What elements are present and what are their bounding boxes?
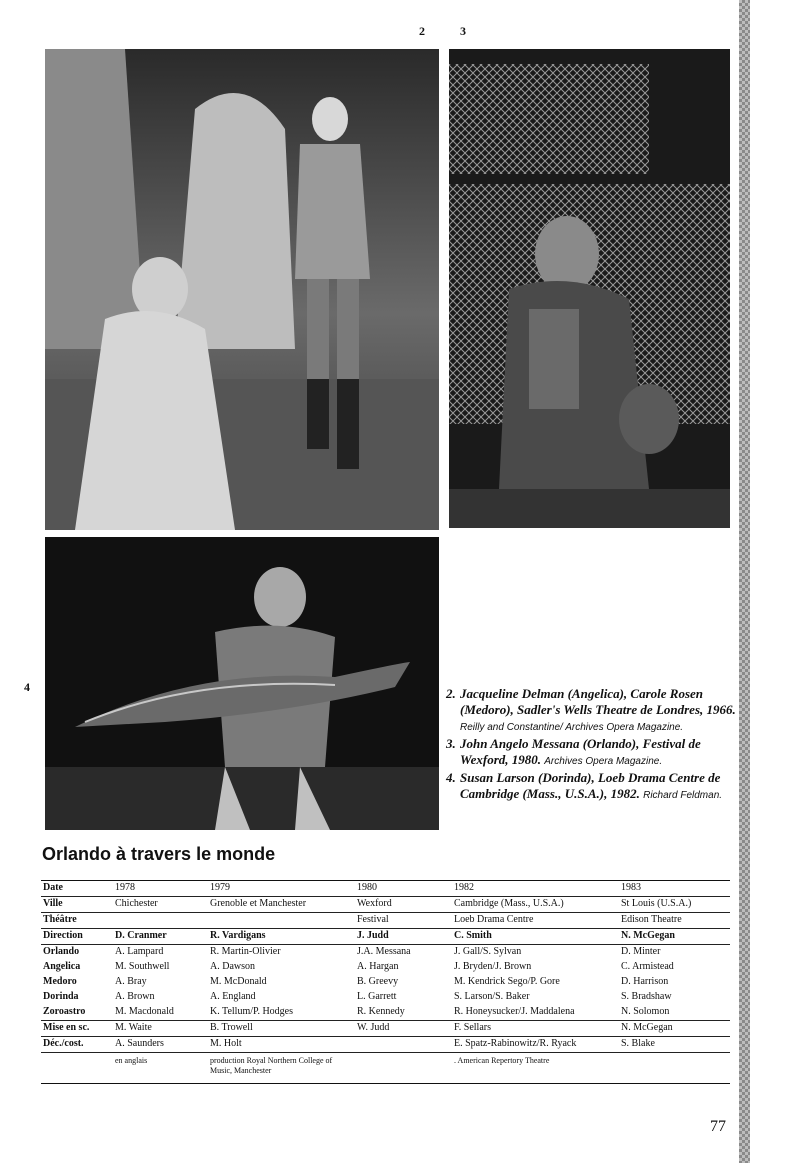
row-label: Dorinda: [43, 991, 79, 1002]
page-number: 77: [710, 1118, 726, 1135]
section-title: Orlando à travers le monde: [42, 844, 276, 864]
row-label: Angelica: [43, 961, 81, 972]
caption-number: 2.: [446, 686, 456, 701]
table-row: [41, 1005, 730, 1021]
figure-label-2: 2: [419, 24, 425, 38]
table-cell: Wexford: [355, 897, 452, 913]
table-cell: M. Holt: [208, 1037, 355, 1053]
table-cell: Chichester: [113, 897, 208, 913]
row-label: Théâtre: [41, 913, 113, 929]
table-cell: M. Kendrick Sego/P. Gore: [454, 976, 560, 987]
figure-label-3: 3: [460, 24, 466, 38]
table-cell: [208, 913, 355, 929]
table-cell: M. Macdonald: [115, 1006, 174, 1017]
table-cell: Festival: [355, 913, 452, 929]
table-cell: A. Lampard: [113, 945, 208, 961]
caption-number: 4.: [446, 770, 456, 785]
row-label: Direction: [41, 929, 113, 945]
table-cell: J. Bryden/J. Brown: [454, 961, 532, 972]
table-cell: J. Judd: [355, 929, 452, 945]
table-row-date: [41, 881, 730, 897]
row-label: Orlando: [41, 945, 113, 961]
caption-4: [446, 770, 736, 804]
row-label: Medoro: [43, 976, 77, 987]
table-cell: L. Garrett: [357, 991, 397, 1002]
table-cell: R. Honeysucker/J. Maddalena: [454, 1006, 575, 1017]
table-cell: Edison Theatre: [619, 913, 730, 929]
table-cell: St Louis (U.S.A.): [619, 897, 730, 913]
table-cell: R. Martin-Olivier: [208, 945, 355, 961]
table-row: [41, 1021, 730, 1037]
caption-text: Jacqueline Delman (Angelica), Carole Rosen (Medoro), Sadler's Wells Theatre de Londres, 1966.: [460, 686, 736, 717]
caption-text: John Angelo Messana (Orlando), Festival de Wexford, 1980.: [460, 736, 701, 767]
table-cell: 1979: [208, 881, 355, 897]
table-row: [41, 897, 730, 913]
table-cell: M. Waite: [113, 1021, 208, 1037]
table-cell: Grenoble et Manchester: [208, 897, 355, 913]
table-note: [41, 1053, 113, 1084]
table-cell: Loeb Drama Centre: [452, 913, 619, 929]
caption-number: 3.: [446, 736, 456, 751]
table-cell: D. Cranmer: [113, 929, 208, 945]
table-cell: A. Hargan: [357, 961, 399, 972]
table-cell: A. Brown: [115, 991, 155, 1002]
table-cell: W. Judd: [355, 1021, 452, 1037]
table-cell: 1982: [452, 881, 619, 897]
table-row: [41, 945, 730, 961]
table-note: [355, 1053, 452, 1084]
table-cell: C. Smith: [452, 929, 619, 945]
caption-3: [446, 736, 736, 770]
table-cell: F. Sellars: [452, 1021, 619, 1037]
table-cell: S. Larson/S. Baker: [454, 991, 530, 1002]
table-cell: M. McDonald: [210, 976, 267, 987]
table-row: [41, 990, 730, 1005]
table-note: production Royal Northern College of Music, Manchester: [208, 1053, 355, 1084]
table-cell: S. Bradshaw: [621, 991, 672, 1002]
table-cell: D. Harrison: [621, 976, 669, 987]
row-label: Déc./cost.: [41, 1037, 113, 1053]
table-cell: N. Solomon: [621, 1006, 670, 1017]
page-edge: [739, 0, 750, 1163]
row-label: Zoroastro: [43, 1006, 86, 1017]
photo-captions: [446, 686, 736, 804]
productions-table: [41, 880, 730, 1084]
table-row: [41, 960, 730, 975]
table-cell: Cambridge (Mass., U.S.A.): [452, 897, 619, 913]
table-cell: B. Trowell: [208, 1021, 355, 1037]
table-cell: [113, 913, 208, 929]
table-cell: [355, 1037, 452, 1053]
photo-dorinda-larson: [45, 537, 439, 830]
row-label: Date: [41, 881, 113, 897]
table-cell: A. Saunders: [113, 1037, 208, 1053]
table-note: en anglais: [113, 1053, 208, 1084]
table-cell: J. Gall/S. Sylvan: [452, 945, 619, 961]
row-label: Mise en sc.: [41, 1021, 113, 1037]
table-row: [41, 929, 730, 945]
table-row-notes: [41, 1053, 730, 1084]
table-cell: A. Bray: [115, 976, 147, 987]
caption-2: [446, 686, 736, 736]
caption-credit: Reilly and Constantine/ Archives Opera Magazine.: [460, 722, 684, 733]
table-cell: K. Tellum/P. Hodges: [210, 1006, 294, 1017]
caption-text: Susan Larson (Dorinda), Loeb Drama Centre de Cambridge (Mass., U.S.A.), 1982.: [460, 770, 721, 801]
table-cell: 1983: [619, 881, 730, 897]
table-cell: E. Spatz-Rabinowitz/R. Ryack: [452, 1037, 619, 1053]
table-note: [619, 1053, 730, 1084]
table-cell: N. McGegan: [619, 929, 730, 945]
table-note: . American Repertory Theatre: [452, 1053, 619, 1084]
table-cell: D. Minter: [619, 945, 730, 961]
table-cell: 1980: [355, 881, 452, 897]
table-cell: J.A. Messana: [355, 945, 452, 961]
row-label: Ville: [41, 897, 113, 913]
table-cell: R. Vardigans: [208, 929, 355, 945]
table-cell: B. Greevy: [357, 976, 399, 987]
table-cell: A. Dawson: [210, 961, 255, 972]
table-row: [41, 913, 730, 929]
table-cell: R. Kennedy: [357, 1006, 405, 1017]
table-cell: M. Southwell: [115, 961, 170, 972]
caption-credit: Richard Feldman.: [643, 790, 723, 801]
photo-orlando-messana: [449, 49, 730, 528]
table-cell: A. England: [210, 991, 256, 1002]
table-row: [41, 1037, 730, 1053]
photo-angelica-medoro: [45, 49, 439, 530]
table-cell: 1978: [113, 881, 208, 897]
table-cell: N. McGegan: [619, 1021, 730, 1037]
table-row: [41, 975, 730, 990]
table-cell: S. Blake: [619, 1037, 730, 1053]
figure-label-4: 4: [24, 680, 30, 694]
caption-credit: Archives Opera Magazine.: [544, 756, 663, 767]
table-cell: C. Armistead: [621, 961, 674, 972]
